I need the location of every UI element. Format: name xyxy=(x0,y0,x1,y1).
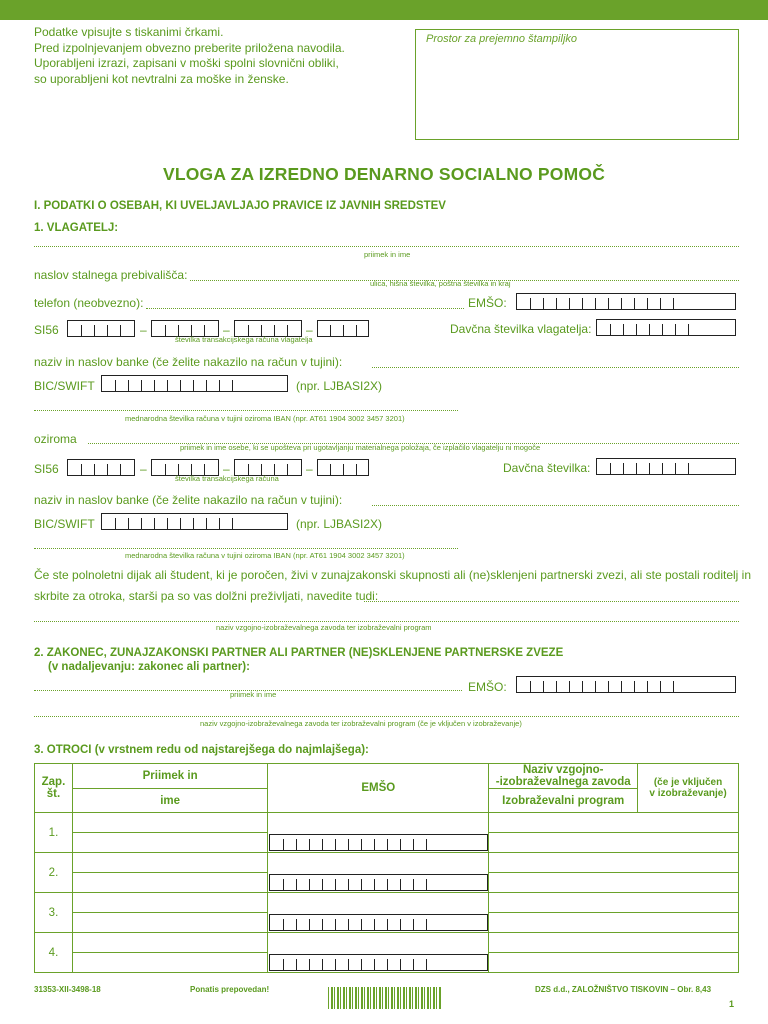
zap-label: Zap. xyxy=(41,776,66,788)
stamp-label: Prostor za prejemno štampiljko xyxy=(426,33,578,45)
st-label: št. xyxy=(46,788,61,800)
top-bar xyxy=(0,0,768,20)
address-hint: ulica, hišna številka, poštna številka in kraj xyxy=(370,279,511,288)
tax-number-label-2: Davčna številka: xyxy=(503,461,591,475)
child-emso-cell[interactable] xyxy=(268,813,489,853)
child-program-cell[interactable] xyxy=(489,913,739,933)
vkljucen-label: (če je vključen xyxy=(653,777,723,788)
spouse-emso-input[interactable] xyxy=(516,676,736,693)
reprint-notice: Ponatis prepovedan! xyxy=(190,985,270,994)
row-number: 1. xyxy=(35,813,73,853)
instruction-line: Podatke vpisujte s tiskanimi črkami. xyxy=(34,25,224,39)
instructions xyxy=(34,25,345,87)
student-text-1: Če ste polnoletni dijak ali študent, ki je poročen, živi v zunajzakonski skupnosti ali (ne)sklenjeni partnerski zvezi, ali ste postali roditelj in xyxy=(34,568,752,582)
child-surname-cell[interactable] xyxy=(72,813,267,833)
emso-label: EMŠO: xyxy=(468,296,507,310)
row-number: 2. xyxy=(35,853,73,893)
bic-label-2: BIC/SWIFT xyxy=(34,517,95,531)
dash: – xyxy=(223,323,230,337)
spouse-name-hint: priimek in ime xyxy=(230,690,277,699)
dash: – xyxy=(306,462,313,476)
bic-example: (npr. LJBASI2X) xyxy=(296,379,383,393)
child-program-cell[interactable] xyxy=(489,833,739,853)
row-number: 3. xyxy=(35,893,73,933)
instruction-line: Uporabljeni izrazi, zapisani v moški spolni slovnični obliki, xyxy=(34,56,339,70)
trr-group-4[interactable] xyxy=(317,320,369,337)
spouse-subheading: (v nadaljevanju: zakonec ali partner): xyxy=(48,661,250,673)
page-number: 1 xyxy=(729,999,735,1009)
bic-example-2: (npr. LJBASI2X) xyxy=(296,517,383,531)
trr-group-1[interactable] xyxy=(67,320,135,337)
stamp-box xyxy=(415,29,739,140)
bank-label: naziv in naslov banke (če želite nakazilo na račun v tujini): xyxy=(34,355,343,369)
child-name-cell[interactable] xyxy=(72,913,267,933)
child-emso-input[interactable] xyxy=(269,914,488,931)
applicant-name-field[interactable] xyxy=(34,246,739,247)
iban-hint: mednarodna številka računa v tujini oziroma IBAN (npr. AT61 1904 3002 3457 3201) xyxy=(125,414,405,423)
trr2-group-1[interactable] xyxy=(67,459,135,476)
child-surname-cell[interactable] xyxy=(72,933,267,953)
spouse-emso-label: EMŠO: xyxy=(468,680,507,694)
child-name-cell[interactable] xyxy=(72,833,267,853)
child-program-cell[interactable] xyxy=(489,953,739,973)
barcode xyxy=(328,987,442,1009)
publisher: DZS d.d., ZALOŽNIŠTVO TISKOVIN – Obr. 8,43 xyxy=(535,985,712,994)
child-emso-input[interactable] xyxy=(269,954,488,971)
child-name-cell[interactable] xyxy=(72,873,267,893)
si56-label: SI56 xyxy=(34,462,59,476)
children-heading-note: (v vrstnem redu od najstarejšega do najmlajšega): xyxy=(91,744,369,756)
instruction-line: Pred izpolnjevanjem obvezno preberite priložena navodila. xyxy=(34,40,345,55)
child-emso-cell[interactable] xyxy=(268,853,489,893)
vkljucen-label-2: v izobraževanje) xyxy=(649,788,727,799)
bic-label: BIC/SWIFT xyxy=(34,379,95,393)
child-surname-cell[interactable] xyxy=(72,893,267,913)
phone-field[interactable] xyxy=(146,308,464,309)
bic-input-2[interactable] xyxy=(101,513,288,530)
child-school-cell[interactable] xyxy=(489,933,739,953)
child-school-cell[interactable] xyxy=(489,813,739,833)
child-program-cell[interactable] xyxy=(489,873,739,893)
section-1-heading: I. PODATKI O OSEBAH, KI UVELJAVLJAJO PRAVICE IZ JAVNIH SREDSTEV xyxy=(34,200,446,212)
other-person-hint: priimek in ime osebe, ki se upošteva pri ugotavljanju materialnega položaja, če izplačilo vlagatelju ni mogoče xyxy=(180,443,541,452)
iban-hint-2: mednarodna številka računa v tujini oziroma IBAN (npr. AT61 1904 3002 3457 3201) xyxy=(125,551,405,560)
student-field-b[interactable] xyxy=(34,621,739,622)
emso-input[interactable] xyxy=(516,293,736,310)
child-emso-input[interactable] xyxy=(269,834,488,851)
children-heading-label: 3. OTROCI xyxy=(34,744,92,756)
phone-label: telefon (neobvezno): xyxy=(34,296,144,310)
trr2-group-4[interactable] xyxy=(317,459,369,476)
bic-input[interactable] xyxy=(101,375,288,392)
trr-hint: številka transakcijskega računa vlagatelja xyxy=(175,335,313,344)
child-school-cell[interactable] xyxy=(489,853,739,873)
address-label: naslov stalnega prebivališča: xyxy=(34,268,188,282)
bank-label-2: naziv in naslov banke (če želite nakazilo na račun v tujini): xyxy=(34,493,343,507)
iban-field-2[interactable] xyxy=(34,548,458,549)
applicant-heading: 1. VLAGATELJ: xyxy=(34,222,119,234)
child-surname-cell[interactable] xyxy=(72,853,267,873)
form-title: VLOGA ZA IZREDNO DENARNO SOCIALNO POMOČ xyxy=(162,164,606,184)
row-number: 4. xyxy=(35,933,73,973)
school-hint: naziv vzgojno-izobraževalnega zavoda ter izobraževalni program xyxy=(216,623,432,632)
child-emso-cell[interactable] xyxy=(268,893,489,933)
tax-number-input[interactable] xyxy=(596,319,736,336)
col-priimek: Priimek in xyxy=(72,764,267,789)
col-emso: EMŠO xyxy=(268,764,489,813)
trr-hint: številka transakcijskega računa xyxy=(175,474,279,483)
col-ime: ime xyxy=(72,789,267,813)
col-naziv xyxy=(489,764,638,789)
child-name-cell[interactable] xyxy=(72,953,267,973)
col-vkljucen xyxy=(638,764,739,813)
oziroma-label: oziroma xyxy=(34,432,77,446)
children-heading xyxy=(34,744,369,756)
col-program: Izobraževalni program xyxy=(489,789,638,813)
student-field-a[interactable] xyxy=(364,601,739,602)
student-text-2: skrbite za otroka, starši pa so vas dolžni preživljati, navedite tudi: xyxy=(34,589,379,603)
dash: – xyxy=(223,462,230,476)
child-emso-input[interactable] xyxy=(269,874,488,891)
dash: – xyxy=(140,323,147,337)
naziv-label-2: -izobraževalnega zavoda xyxy=(495,776,631,788)
naziv-label: Naziv vzgojno- xyxy=(522,764,604,776)
instruction-line: so uporabljeni kot nevtralni za moške in ženske. xyxy=(34,71,289,86)
form-code: 31353-XII-3498-18 xyxy=(34,985,101,994)
spouse-heading: 2. ZAKONEC, ZUNAJZAKONSKI PARTNER ALI PARTNER (NE)SKLENJENE PARTNERSKE ZVEZE xyxy=(34,647,564,659)
child-school-cell[interactable] xyxy=(489,893,739,913)
children-table xyxy=(34,763,739,973)
si56-label: SI56 xyxy=(34,323,59,337)
tax-number-input-2[interactable] xyxy=(596,458,736,475)
iban-field[interactable] xyxy=(34,410,458,411)
bank-field-2[interactable] xyxy=(372,505,739,506)
dash: – xyxy=(140,462,147,476)
dash: – xyxy=(306,323,313,337)
child-emso-cell[interactable] xyxy=(268,933,489,973)
spouse-school-field[interactable] xyxy=(34,716,739,717)
spouse-school-hint: naziv vzgojno-izobraževalnega zavoda ter izobraževalni program (če je vključen v izobraževanje) xyxy=(200,719,522,728)
col-zap xyxy=(35,764,73,813)
name-hint: priimek in ime xyxy=(364,250,411,259)
tax-number-label: Davčna številka vlagatelja: xyxy=(450,322,592,336)
bank-field[interactable] xyxy=(372,367,739,368)
